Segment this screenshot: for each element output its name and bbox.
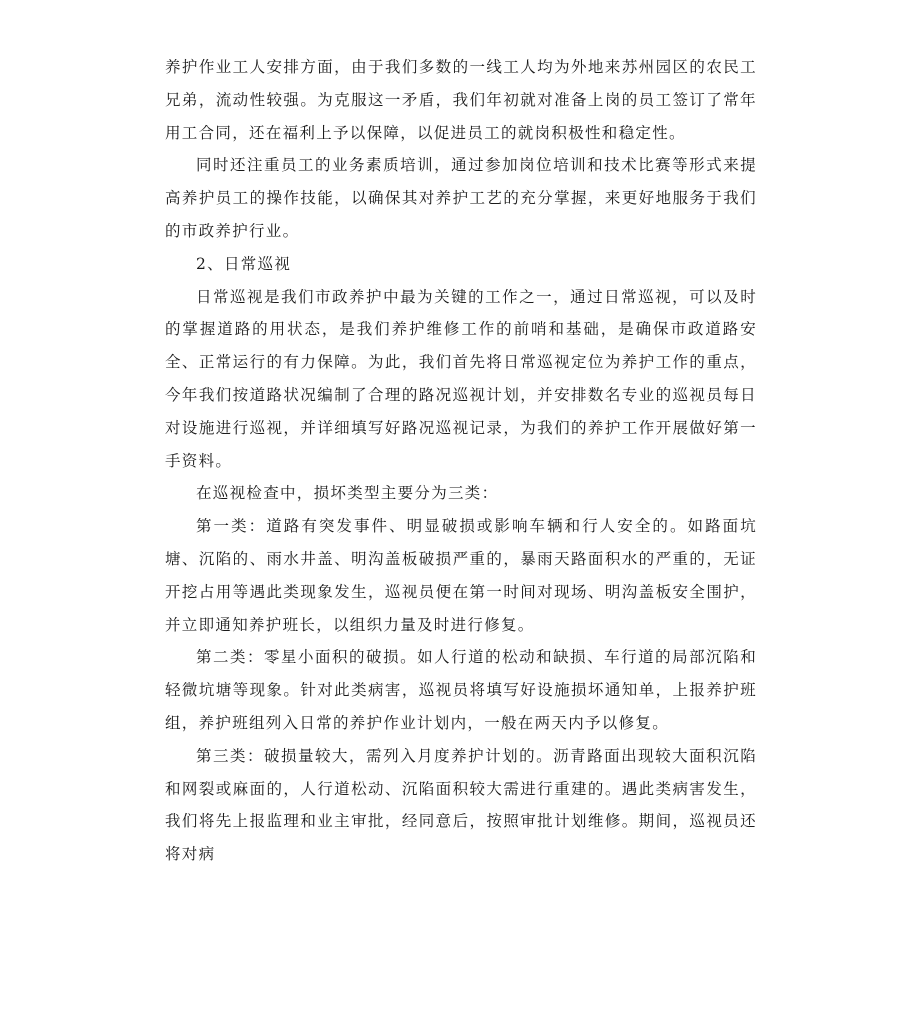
paragraph-type-two: 第二类：零星小面积的破损。如人行道的松动和缺损、车行道的局部沉陷和轻微坑塘等现象。针对此类病害，巡视员将填写好设施损坏通知单，上报养护班组，养护班组列入日常的养护作业计划内，一般在两天内予以修复。 xyxy=(165,648,757,732)
paragraph-type-three: 第三类：破损量较大，需列入月度养护计划的。沥青路面出现较大面积沉陷和网裂或麻面的，人行道松动、沉陷面积较大需进行重建的。遇此类病害发生，我们将先上报监理和业主审批，经同意后，按照审批计划维修。期间，巡视员还将对病 xyxy=(165,746,757,864)
paragraph-damage-types-intro: 在巡视检查中，损坏类型主要分为三类： xyxy=(196,484,499,503)
paragraph-type-one: 第一类：道路有突发事件、明显破损或影响车辆和行人安全的。如路面坑塘、沉陷的、雨水井盖、明沟盖板破损严重的，暴雨天路面积水的严重的，无证开挖占用等遇此类现象发生，巡视员便在第一时间对现场、明沟盖板安全围护，并立即通知养护班长，以组织力量及时进行修复。 xyxy=(165,517,757,634)
section-heading-daily-inspection: 2、日常巡视 xyxy=(196,254,292,273)
paragraph-daily-inspection: 日常巡视是我们市政养护中最为关键的工作之一，通过日常巡视，可以及时的掌握道路的用状态，是我们养护维修工作的前哨和基础，是确保市政道路安全、正常运行的有力保障。为此，我们首先将日常巡视定位为养护工作的重点，今年我们按道路状况编制了合理的路况巡视计划，并安排数名专业的巡视员每日对设施进行巡视，并详细填写好路况巡视记录，为我们的养护工作开展做好第一手资料。 xyxy=(165,287,757,470)
document-body xyxy=(165,51,757,871)
paragraph-training: 同时还注重员工的业务素质培训，通过参加岗位培训和技术比赛等形式来提高养护员工的操作技能，以确保其对养护工艺的充分掌握，来更好地服务于我们的市政养护行业。 xyxy=(165,156,757,240)
paragraph-worker-arrangement: 养护作业工人安排方面，由于我们多数的一线工人均为外地来苏州园区的农民工兄弟，流动性较强。为克服这一矛盾，我们年初就对准备上岗的员工签订了常年用工合同，还在福利上予以保障，以促进员工的就岗积极性和稳定性。 xyxy=(165,58,757,142)
